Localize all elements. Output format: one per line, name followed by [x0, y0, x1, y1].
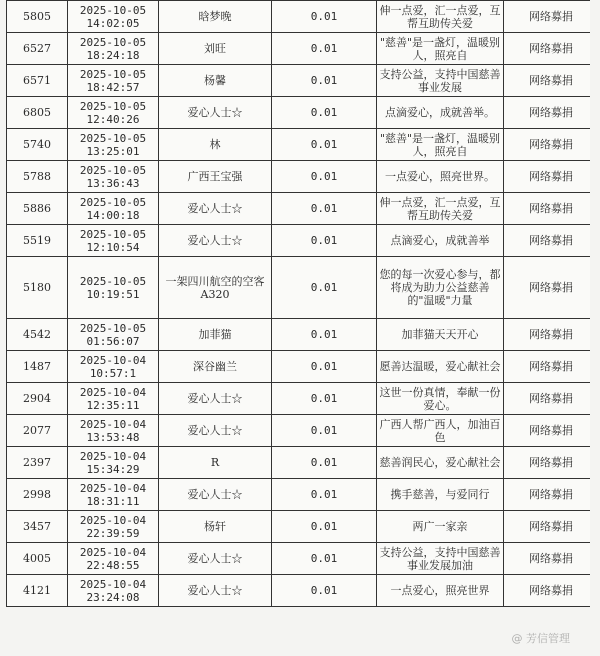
table-row	[7, 383, 591, 415]
donation-clock-time: 22:48:55	[86, 558, 140, 572]
donor-name-cell: 爱心人士☆	[159, 383, 272, 415]
watermark: @ 芳信管理	[511, 632, 570, 645]
table-row	[7, 225, 591, 257]
donation-message-cell: 愿善达温暖，爱心献社会	[377, 351, 504, 383]
donation-channel-cell: 网络募捐	[504, 193, 591, 225]
donor-name-cell: 广西王宝强	[159, 161, 272, 193]
donation-clock-time: 23:24:08	[86, 590, 140, 604]
donation-time-cell	[68, 383, 159, 415]
donation-id-cell: 6527	[7, 33, 68, 65]
table-row	[7, 415, 591, 447]
donor-name-cell: 深谷幽兰	[159, 351, 272, 383]
donation-time-cell	[68, 65, 159, 97]
donation-message-cell: 伸一点爱，汇一点爱，互帮互助传关爱	[377, 193, 504, 225]
donation-date: 2025-10-04	[79, 577, 147, 591]
donation-time-cell	[68, 319, 159, 351]
donor-name-cell: 一架四川航空的空客A320	[159, 257, 272, 319]
donation-channel-cell: 网络募捐	[504, 33, 591, 65]
donation-message-cell: 一点爱心，照亮世界	[377, 575, 504, 607]
donation-date: 2025-10-05	[79, 3, 147, 17]
donation-date: 2025-10-04	[79, 449, 147, 463]
donation-message-cell: 点滴爱心，成就善举	[377, 225, 504, 257]
donation-time-cell	[68, 575, 159, 607]
donor-name-cell: 晗梦晚	[159, 1, 272, 33]
table-row	[7, 543, 591, 575]
table-row	[7, 511, 591, 543]
donation-clock-time: 13:25:01	[86, 144, 140, 158]
donor-name-cell: 加菲猫	[159, 319, 272, 351]
donation-channel-cell: 网络募捐	[504, 415, 591, 447]
donation-message-cell: 支持公益，支持中国慈善事业发展加油	[377, 543, 504, 575]
donation-amount-cell: 0.01	[272, 319, 377, 351]
donation-amount-cell: 0.01	[272, 351, 377, 383]
donation-clock-time: 12:35:11	[86, 398, 140, 412]
donation-clock-time: 18:42:57	[86, 80, 140, 94]
donation-amount-cell: 0.01	[272, 1, 377, 33]
donation-amount-cell: 0.01	[272, 33, 377, 65]
donation-message-cell: 伸一点爱，汇一点爱，互帮互助传关爱	[377, 1, 504, 33]
donation-time-cell	[68, 225, 159, 257]
donation-channel-cell: 网络募捐	[504, 257, 591, 319]
donation-id-cell: 4005	[7, 543, 68, 575]
donation-channel-cell: 网络募捐	[504, 319, 591, 351]
donation-amount-cell: 0.01	[272, 97, 377, 129]
donation-channel-cell: 网络募捐	[504, 97, 591, 129]
donation-channel-cell: 网络募捐	[504, 511, 591, 543]
donation-date: 2025-10-04	[79, 513, 147, 527]
donation-message-cell: 慈善润民心，爱心献社会	[377, 447, 504, 479]
donation-clock-time: 22:39:59	[86, 526, 140, 540]
donation-amount-cell: 0.01	[272, 511, 377, 543]
donation-clock-time: 18:24:18	[86, 48, 140, 62]
donation-clock-time: 14:02:05	[86, 16, 140, 30]
donation-amount-cell: 0.01	[272, 415, 377, 447]
donation-amount-cell: 0.01	[272, 193, 377, 225]
donor-name-cell: 爱心人士☆	[159, 193, 272, 225]
donation-clock-time: 10:19:51	[86, 287, 140, 301]
donation-time-cell	[68, 33, 159, 65]
donor-name-cell: 爱心人士☆	[159, 97, 272, 129]
donation-message-cell: 一点爱心，照亮世界。	[377, 161, 504, 193]
donation-amount-cell: 0.01	[272, 479, 377, 511]
table-row	[7, 161, 591, 193]
donation-channel-cell: 网络募捐	[504, 65, 591, 97]
donation-table	[6, 0, 590, 607]
donation-id-cell: 5886	[7, 193, 68, 225]
donation-channel-cell: 网络募捐	[504, 479, 591, 511]
donation-amount-cell: 0.01	[272, 161, 377, 193]
donation-amount-cell: 0.01	[272, 225, 377, 257]
donation-channel-cell: 网络募捐	[504, 575, 591, 607]
donor-name-cell: 刘旺	[159, 33, 272, 65]
donation-time-cell	[68, 97, 159, 129]
table-row	[7, 33, 591, 65]
table-row	[7, 65, 591, 97]
donation-id-cell: 5805	[7, 1, 68, 33]
donation-date: 2025-10-04	[79, 353, 147, 367]
donation-channel-cell: 网络募捐	[504, 129, 591, 161]
table-row	[7, 1, 591, 33]
donation-clock-time: 01:56:07	[86, 334, 140, 348]
donor-name-cell: 爱心人士☆	[159, 543, 272, 575]
donation-date: 2025-10-05	[79, 131, 147, 145]
donation-clock-time: 15:34:29	[86, 462, 140, 476]
table-row	[7, 447, 591, 479]
donation-id-cell: 4121	[7, 575, 68, 607]
donation-channel-cell: 网络募捐	[504, 543, 591, 575]
table-row	[7, 257, 591, 319]
donation-date: 2025-10-04	[79, 481, 147, 495]
donation-id-cell: 5740	[7, 129, 68, 161]
donor-name-cell: 杨轩	[159, 511, 272, 543]
donation-date: 2025-10-04	[79, 417, 147, 431]
donation-id-cell: 2904	[7, 383, 68, 415]
donation-message-cell: 广西人帮广西人，加油百色	[377, 415, 504, 447]
donation-time-cell	[68, 257, 159, 319]
donation-id-cell: 5180	[7, 257, 68, 319]
donation-amount-cell: 0.01	[272, 447, 377, 479]
donation-message-cell: 点滴爱心，成就善举。	[377, 97, 504, 129]
donor-name-cell: 爱心人士☆	[159, 575, 272, 607]
donation-time-cell	[68, 161, 159, 193]
donation-id-cell: 5519	[7, 225, 68, 257]
donation-message-cell: 您的每一次爱心参与，都将成为助力公益慈善的"温暖"力量	[377, 257, 504, 319]
document-page	[6, 0, 590, 656]
donation-amount-cell: 0.01	[272, 257, 377, 319]
donation-date: 2025-10-05	[79, 99, 147, 113]
donation-id-cell: 2998	[7, 479, 68, 511]
donation-clock-time: 13:53:48	[86, 430, 140, 444]
donation-time-cell	[68, 1, 159, 33]
donation-table-body	[7, 1, 591, 607]
donation-channel-cell: 网络募捐	[504, 383, 591, 415]
donation-id-cell: 3457	[7, 511, 68, 543]
donation-time-cell	[68, 193, 159, 225]
table-row	[7, 193, 591, 225]
donation-date: 2025-10-05	[79, 67, 147, 81]
table-row	[7, 575, 591, 607]
donation-time-cell	[68, 415, 159, 447]
donation-clock-time: 10:57:1	[89, 366, 137, 380]
donation-date: 2025-10-04	[79, 545, 147, 559]
donation-message-cell: 支持公益，支持中国慈善事业发展	[377, 65, 504, 97]
donation-message-cell: 携手慈善，与爱同行	[377, 479, 504, 511]
donation-clock-time: 14:00:18	[86, 208, 140, 222]
donation-message-cell: "慈善"是一盏灯，温暖别人，照亮自	[377, 129, 504, 161]
donation-message-cell: 加菲猫天天开心	[377, 319, 504, 351]
donation-date: 2025-10-05	[79, 195, 147, 209]
donation-channel-cell: 网络募捐	[504, 1, 591, 33]
table-row	[7, 97, 591, 129]
donation-time-cell	[68, 511, 159, 543]
donation-id-cell: 2077	[7, 415, 68, 447]
donor-name-cell: 林	[159, 129, 272, 161]
donation-time-cell	[68, 543, 159, 575]
donation-id-cell: 1487	[7, 351, 68, 383]
donation-clock-time: 18:31:11	[86, 494, 140, 508]
donation-date: 2025-10-05	[79, 227, 147, 241]
table-row	[7, 479, 591, 511]
donation-channel-cell: 网络募捐	[504, 351, 591, 383]
table-row	[7, 129, 591, 161]
donor-name-cell: R	[159, 447, 272, 479]
donation-date: 2025-10-05	[79, 163, 147, 177]
donation-id-cell: 4542	[7, 319, 68, 351]
donation-amount-cell: 0.01	[272, 575, 377, 607]
donation-id-cell: 2397	[7, 447, 68, 479]
donation-message-cell: "慈善"是一盏灯，温暖别人，照亮自	[377, 33, 504, 65]
donation-clock-time: 12:10:54	[86, 240, 140, 254]
donation-id-cell: 5788	[7, 161, 68, 193]
donation-date: 2025-10-04	[79, 385, 147, 399]
donation-message-cell: 这世一份真情，奉献一份爱心。	[377, 383, 504, 415]
donation-time-cell	[68, 351, 159, 383]
donation-amount-cell: 0.01	[272, 383, 377, 415]
donation-time-cell	[68, 447, 159, 479]
donation-channel-cell: 网络募捐	[504, 161, 591, 193]
donor-name-cell: 爱心人士☆	[159, 225, 272, 257]
donor-name-cell: 爱心人士☆	[159, 415, 272, 447]
donation-clock-time: 12:40:26	[86, 112, 140, 126]
donation-channel-cell: 网络募捐	[504, 225, 591, 257]
donation-time-cell	[68, 129, 159, 161]
donor-name-cell: 爱心人士☆	[159, 479, 272, 511]
donation-id-cell: 6571	[7, 65, 68, 97]
donation-channel-cell: 网络募捐	[504, 447, 591, 479]
donation-id-cell: 6805	[7, 97, 68, 129]
donation-date: 2025-10-05	[79, 35, 147, 49]
donation-amount-cell: 0.01	[272, 65, 377, 97]
table-row	[7, 319, 591, 351]
donor-name-cell: 杨馨	[159, 65, 272, 97]
donation-message-cell: 两广一家亲	[377, 511, 504, 543]
table-row	[7, 351, 591, 383]
donation-clock-time: 13:36:43	[86, 176, 140, 190]
donation-date: 2025-10-05	[79, 321, 147, 335]
donation-amount-cell: 0.01	[272, 129, 377, 161]
donation-date: 2025-10-05	[79, 274, 147, 288]
donation-time-cell	[68, 479, 159, 511]
donation-amount-cell: 0.01	[272, 543, 377, 575]
